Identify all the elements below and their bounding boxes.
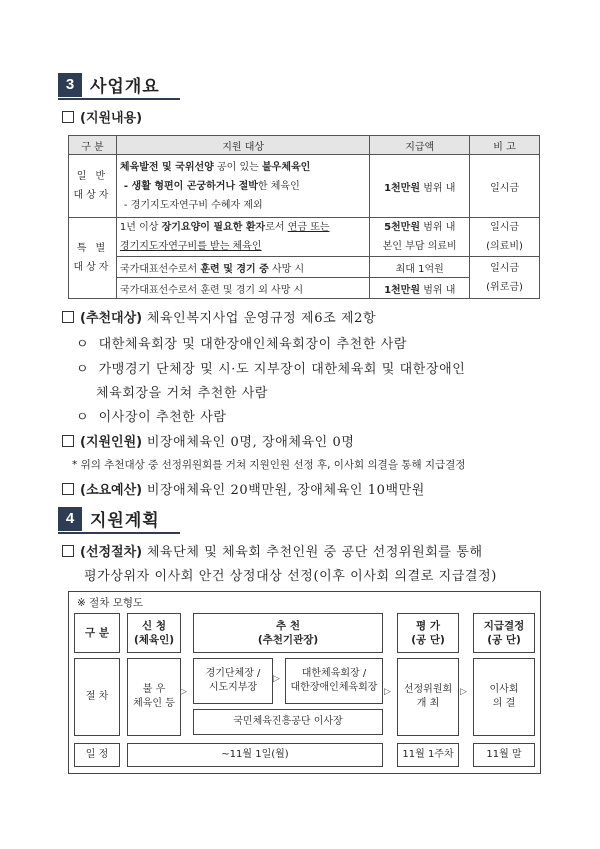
arrow-icon: ▷ bbox=[384, 687, 391, 697]
proc-schedule-eval: 11월 1주차 bbox=[397, 743, 459, 767]
support-table bbox=[68, 135, 540, 299]
amount-special-death-other: 1천만원 범위 내 bbox=[370, 278, 470, 299]
arrow-icon: ▷ bbox=[460, 687, 467, 697]
checkbox-icon bbox=[62, 435, 74, 447]
proc-apply-box: 불 우 체육인 등 bbox=[127, 658, 181, 736]
category-general: 일 반 대상자 bbox=[69, 155, 117, 218]
section-number: 4 bbox=[58, 507, 82, 531]
table-header: 비 고 bbox=[470, 136, 540, 155]
select-procedure-cont: 평가상위자 이사회 안건 상정대상 선정(이후 이사회 의결로 지급결정) bbox=[84, 569, 497, 584]
checkbox-icon bbox=[62, 311, 74, 323]
procedure-caption: ※ 절차 모형도 bbox=[77, 597, 144, 609]
table-row-special-2 bbox=[69, 257, 540, 278]
checkbox-icon bbox=[62, 111, 74, 123]
recommend-item-2-cont: 체육회장을 거쳐 추천한 사람 bbox=[96, 386, 269, 401]
note-special-medical: 일시금 (의료비) bbox=[470, 218, 540, 257]
table-header: 구 분 bbox=[69, 136, 117, 155]
table-row-general bbox=[69, 155, 540, 218]
proc-header-division: 구 분 bbox=[74, 613, 120, 653]
target-general: 체육발전 및 국위선양 공이 있는 불우체육인 - 생활 형편이 곤궁하거나 절박한 체육인 - 경기지도자연구비 수혜자 제외 bbox=[116, 155, 369, 218]
category-special: 특 별 대상자 bbox=[69, 218, 117, 299]
proc-rec-a-box: 경기단체장 / 시도지부장 bbox=[193, 658, 273, 704]
recommend-heading: (추천대상) 체육인복지사업 운영규정 제6조 제2항 bbox=[62, 307, 376, 326]
target-special-death-other: 국가대표선수로서 훈련 및 경기 외 사망 시 bbox=[116, 278, 369, 299]
budget-line: (소요예산) 비장애체육인 20백만원, 장애체육인 10백만원 bbox=[62, 479, 425, 498]
recommend-item-3: ㅇ 이사장이 추천한 사람 bbox=[76, 410, 227, 425]
amount-special-death-training: 최대 1억원 bbox=[370, 257, 470, 278]
proc-header-apply: 신 청 (체육인) bbox=[127, 613, 181, 653]
section-title: 지원계획 bbox=[90, 511, 160, 531]
proc-schedule-recommend: ~11월 1일(월) bbox=[127, 743, 383, 767]
amount-general: 1천만원 범위 내 bbox=[370, 155, 470, 218]
checkbox-icon bbox=[62, 545, 74, 557]
proc-schedule-label: 일 정 bbox=[74, 743, 120, 767]
table-row-special-1 bbox=[69, 218, 540, 257]
proc-rec-b-box: 대한체육회장 / 대한장애인체육회장 bbox=[285, 658, 383, 704]
proc-pay-box: 이사회 의 결 bbox=[473, 658, 535, 736]
section-3-header bbox=[58, 72, 160, 97]
select-procedure-line: (선정절차) 체육단체 및 체육회 추천인원 중 공단 선정위원회를 통해 bbox=[62, 541, 483, 560]
proc-eval-box: 선정위원회 개 최 bbox=[397, 658, 459, 736]
note-general: 일시금 bbox=[470, 155, 540, 218]
section-underline bbox=[58, 98, 180, 100]
proc-header-recommend: 추 천 (추천기관장) bbox=[193, 613, 383, 653]
amount-special-medical: 5천만원 범위 내 본인 부담 의료비 bbox=[370, 218, 470, 257]
proc-header-eval: 평 가 (공 단) bbox=[397, 613, 459, 653]
footnote: * 위의 추천대상 중 선정위원회를 거쳐 지원인원 선정 후, 이사회 의결을 통해 지급결정 bbox=[72, 459, 466, 471]
section-number: 3 bbox=[58, 73, 82, 97]
proc-schedule-pay: 11월 말 bbox=[473, 743, 535, 767]
section-underline bbox=[58, 532, 180, 534]
proc-rec-c-box: 국민체육진흥공단 이사장 bbox=[193, 709, 383, 735]
section-4-header bbox=[58, 506, 160, 531]
arrow-icon: ▷ bbox=[180, 687, 187, 697]
table-header: 지원 대상 bbox=[116, 136, 369, 155]
target-special-medical: 1년 이상 장기요양이 필요한 환자로서 연금 또는 경기지도자연구비를 받는 체육인 bbox=[116, 218, 369, 257]
arrow-icon: ▷ bbox=[273, 674, 280, 684]
section-title: 사업개요 bbox=[90, 77, 160, 97]
table-header: 지급액 bbox=[370, 136, 470, 155]
table-header-row bbox=[69, 136, 540, 155]
proc-row-label: 절 차 bbox=[74, 658, 120, 736]
recommend-item-1: ㅇ 대한체육회장 및 대한장애인체육회장이 추천한 사람 bbox=[76, 337, 408, 352]
proc-header-pay: 지급결정 (공 단) bbox=[473, 613, 535, 653]
target-special-death-training: 국가대표선수로서 훈련 및 경기 중 사망 시 bbox=[116, 257, 369, 278]
procedure-diagram bbox=[68, 591, 541, 774]
checkbox-icon bbox=[62, 483, 74, 495]
note-special-death: 일시금 (위로금) bbox=[470, 257, 540, 299]
recommend-item-2: ㅇ 가맹경기 단체장 및 시·도 지부장이 대한체육회 및 대한장애인 bbox=[76, 362, 466, 377]
people-line: (지원인원) 비장애체육인 0명, 장애체육인 0명 bbox=[62, 431, 355, 450]
table-row-special-3 bbox=[69, 278, 540, 299]
support-heading: (지원내용) bbox=[62, 107, 142, 126]
